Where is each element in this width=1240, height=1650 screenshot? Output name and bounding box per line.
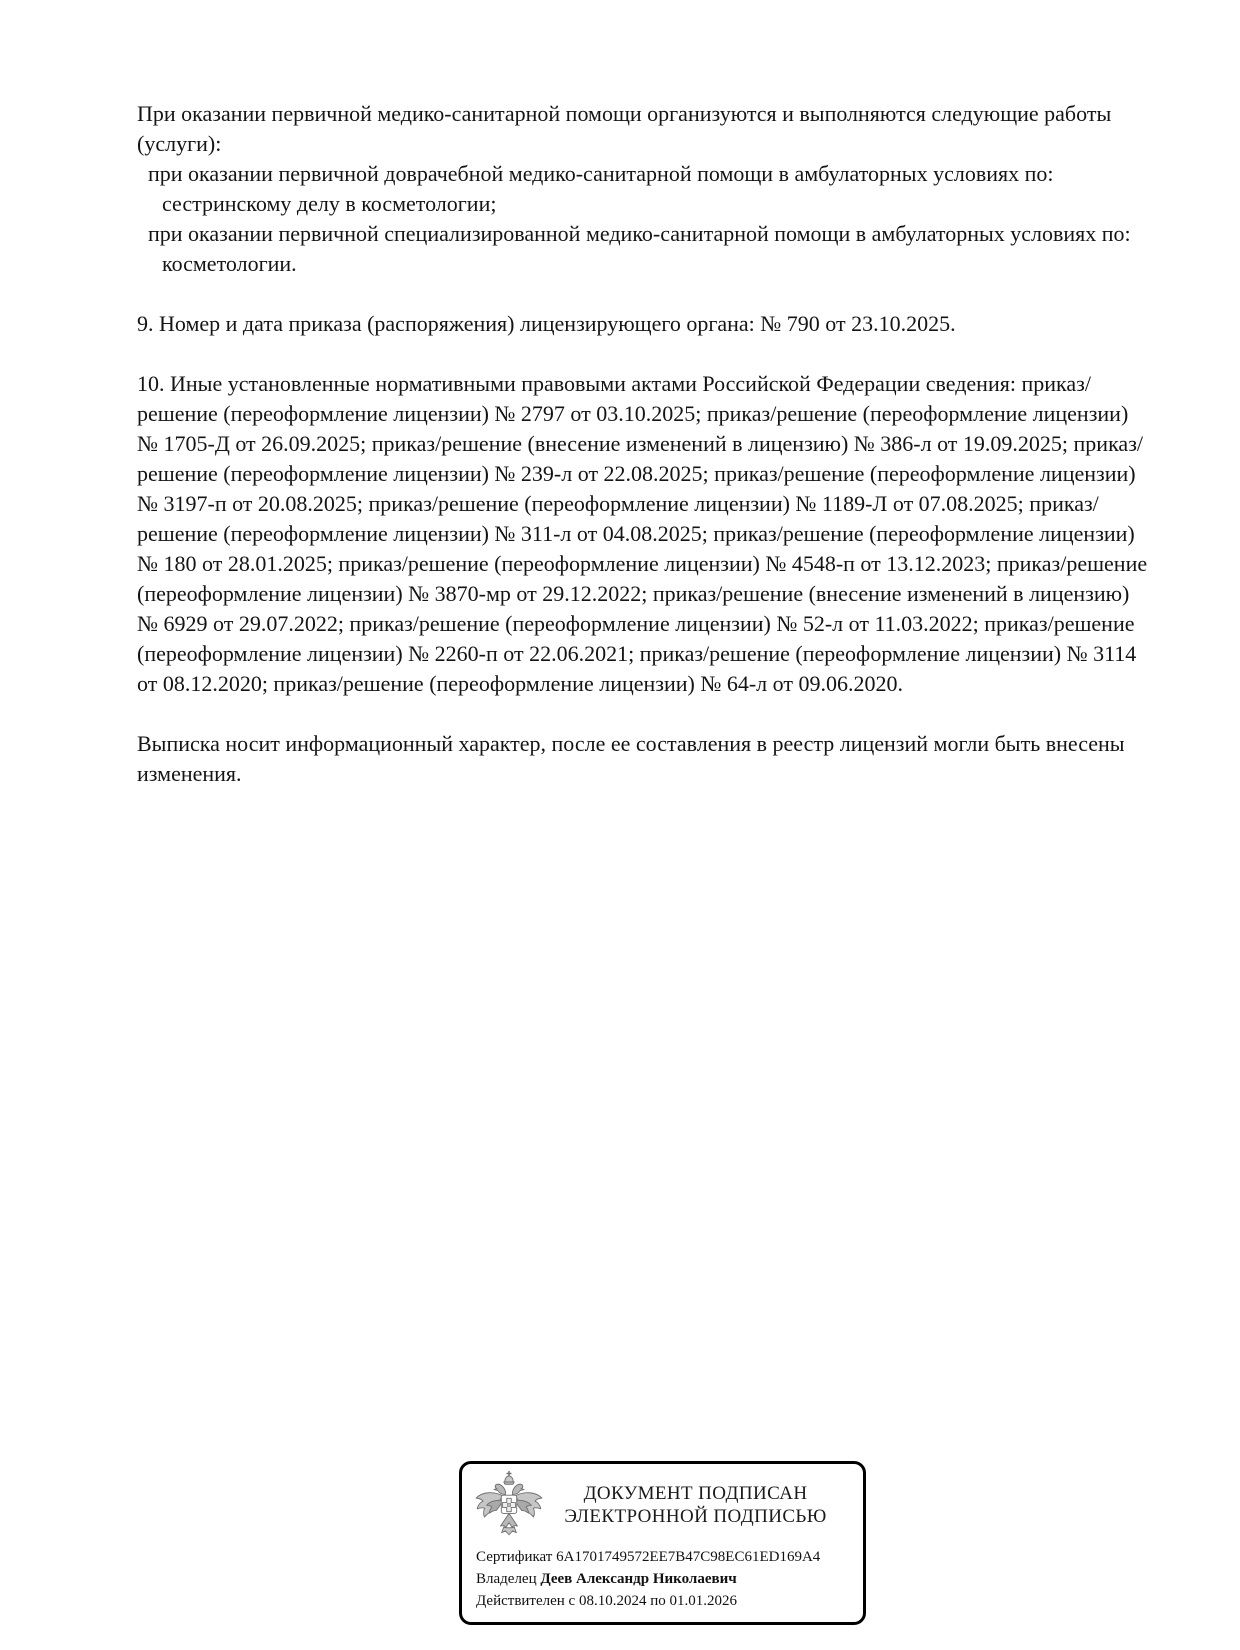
roszdravnadzor-eagle-icon bbox=[474, 1470, 544, 1540]
validity-line: Действителен с 08.10.2024 по 01.01.2026 bbox=[476, 1593, 737, 1609]
paragraph-specialized-care: при оказании первичной специализированной медико-санитарной помощи в амбулаторных условиях по: bbox=[148, 221, 1131, 246]
stamp-title-line1: ДОКУМЕНТ ПОДПИСАН bbox=[583, 1483, 808, 1504]
stamp-title-line2: ЭЛЕКТРОННОЙ ПОДПИСЬЮ bbox=[564, 1506, 827, 1527]
paragraph-cosmetology: косметологии. bbox=[162, 251, 297, 276]
paragraph-item-10-other-info: 10. Иные установленные нормативными правовыми актами Российской Федерации сведения: приказ/решение (переоформление лицензии) № 2797 от 03.10.2025; приказ/решение (переоформление лицензии) № 1705-Д от 26.09.2025; приказ/решение (внесение изменений в лицензию) № 386-л от 19.09.2025; приказ/решение (переоформление лицензии) № 239-л от 22.08.2025; приказ/решение (переоформление лицензии) № 3197-п от 20.08.2025; приказ/решение (переоформление лицензии) № 1189-Л от 07.08.2025; приказ/решение (переоформление лицензии) № 311-л от 04.08.2025; приказ/решение (переоформление лицензии) № 180 от 28.01.2025; приказ/решение (переоформление лицензии) № 4548-п от 13.12.2023; приказ/решение (переоформление лицензии) № 3870-мр от 29.12.2022; приказ/решение (внесение изменений в лицензию) № 6929 от 29.07.2022; приказ/решение (переоформление лицензии) № 52-л от 11.03.2022; приказ/решение (переоформление лицензии) № 2260-п от 22.06.2021; приказ/решение (переоформление лицензии) № 3114 от 08.12.2020; приказ/решение (переоформление лицензии) № 64-л от 09.06.2020. bbox=[137, 371, 1148, 696]
paragraph-pre-doctor-care: при оказании первичной доврачебной медико-санитарной помощи в амбулаторных условиях по: bbox=[148, 161, 1054, 186]
certificate-value: 6A1701749572EE7B47C98EC61ED169A4 bbox=[556, 1549, 821, 1565]
owner-line bbox=[476, 1568, 853, 1590]
owner-name: Деев Александр Николаевич bbox=[540, 1571, 737, 1587]
digital-signature-stamp bbox=[459, 1461, 866, 1625]
stamp-header bbox=[474, 1470, 853, 1540]
paragraph-item-9-order-number: 9. Номер и дата приказа (распоряжения) лицензирующего органа: № 790 от 23.10.2025. bbox=[137, 311, 956, 336]
paragraph-nursing-cosmetology: сестринскому делу в косметологии; bbox=[162, 191, 497, 216]
stamp-title bbox=[544, 1482, 853, 1528]
certificate-label: Сертификат bbox=[476, 1549, 553, 1565]
stamp-details bbox=[474, 1546, 853, 1612]
certificate-line bbox=[476, 1546, 853, 1568]
owner-label: Владелец bbox=[476, 1571, 537, 1587]
paragraph-services-intro: При оказании первичной медико-санитарной помощи организуются и выполняются следующие работы (услуги): bbox=[137, 101, 1112, 156]
document-text-block bbox=[137, 99, 1151, 789]
paragraph-disclaimer: Выписка носит информационный характер, после ее составления в реестр лицензий могли быть внесены изменения. bbox=[137, 731, 1125, 786]
